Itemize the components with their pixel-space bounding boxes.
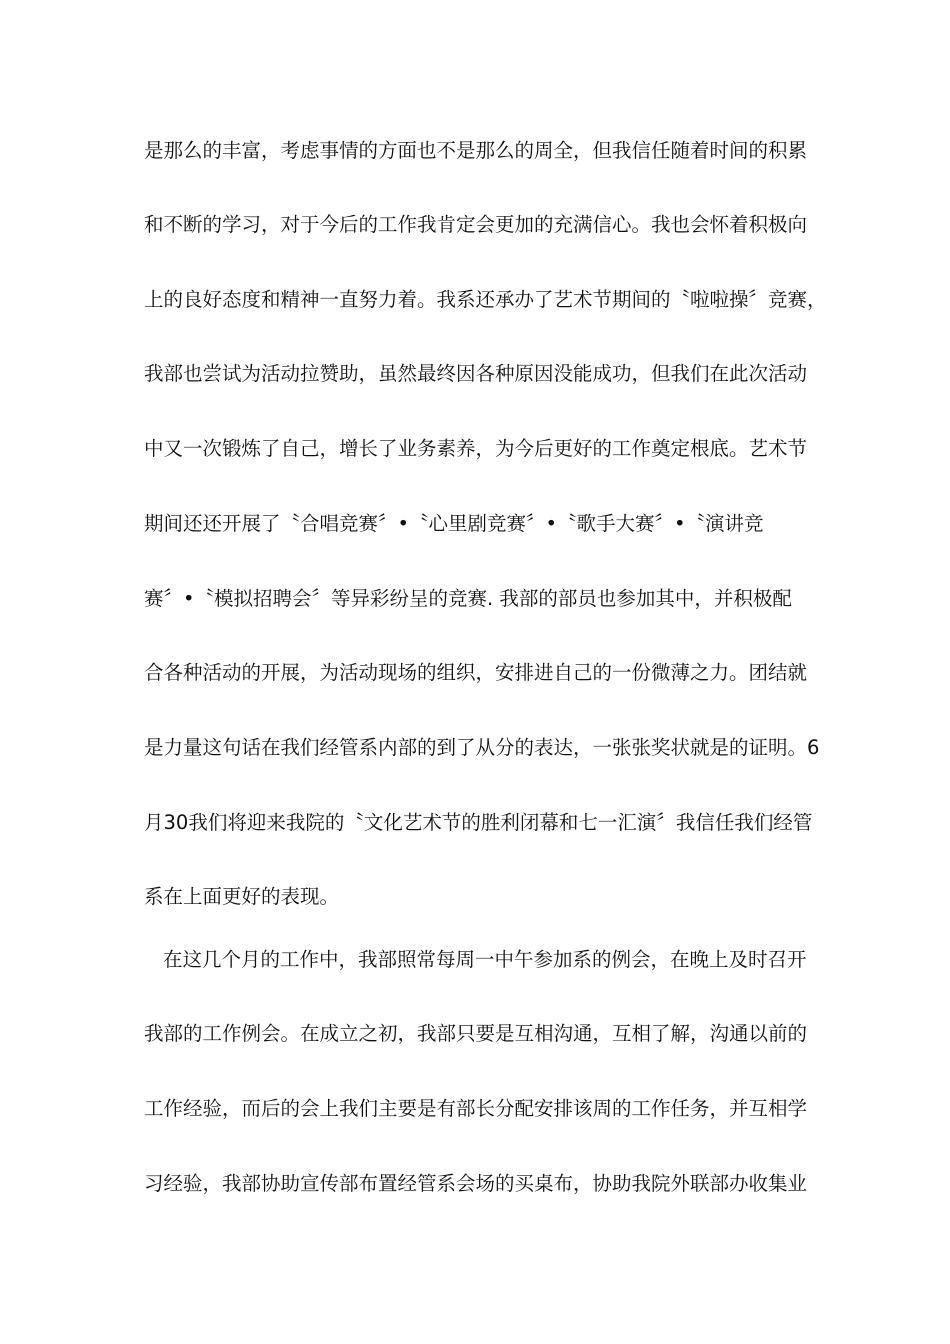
text-line: 赛〞•〝模拟招聘会〞等异彩纷呈的竞赛. 我部的部员也参加其中，并积极配 (144, 587, 792, 610)
text-line: 上的良好态度和精神一直努力着。我系还承办了艺术节期间的〝啦啦操〞竞赛， (144, 288, 827, 311)
text-line: 是那么的丰富，考虑事情的方面也不是那么的周全，但我信任随着时间的积累 (144, 139, 808, 162)
text-line: 工作经验，而后的会上我们主要是有部长分配安排该周的工作任务，并互相学 (144, 1097, 808, 1120)
text-line: 中又一次锻炼了自己，增长了业务素养，为今后更好的工作奠定根底。艺术节 (144, 437, 808, 460)
text-line: 期间还还开展了〝合唱竞赛〞•〝心里剧竞赛〞•〝歌手大赛〞•〝演讲竞 (144, 512, 764, 535)
text-line: 是力量这句话在我们经管系内部的到了从分的表达，一张张奖状就是的证明。6 (144, 736, 820, 759)
text-line: 我部的工作例会。在成立之初，我部只要是互相沟通，互相了解，沟通以前的 (144, 1022, 808, 1045)
paragraph-first-line: 在这几个月的工作中，我部照常每周一中午参加系的例会，在晚上及时召开 (163, 948, 807, 971)
text-line: 合各种活动的开展，为活动现场的组织，安排进自己的一份微薄之力。团结就 (144, 661, 808, 684)
text-line: 我部也尝试为活动拉赞助，虽然最终因各种原因没能成功，但我们在此次活动 (144, 362, 808, 385)
text-line: 月30我们将迎来我院的〝文化艺术节的胜利闭幕和七一汇演〞我信任我们经管 (144, 811, 813, 834)
text-line: 习经验，我部协助宣传部布置经管系会场的买桌布，协助我院外联部办收集业 (144, 1172, 808, 1195)
text-line: 系在上面更好的表现。 (144, 885, 340, 908)
text-line: 和不断的学习，对于今后的工作我肯定会更加的充满信心。我也会怀着积极向 (144, 213, 808, 236)
